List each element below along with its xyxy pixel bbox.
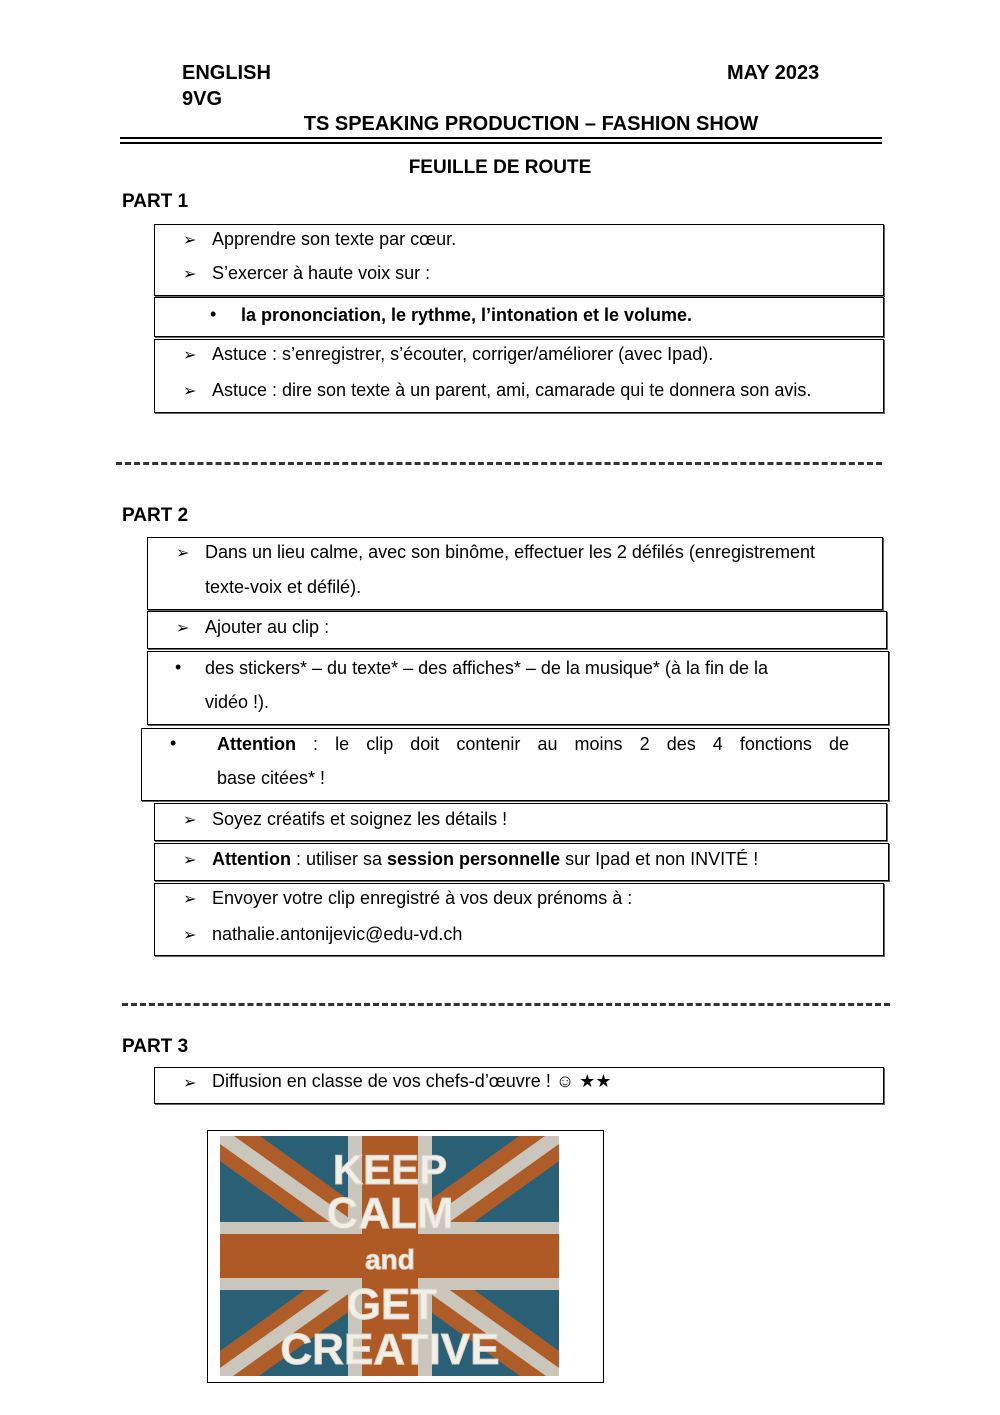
part2-item-email: nathalie.antonijevic@edu-vd.ch	[212, 924, 463, 944]
page-subtitle: FEUILLE DE ROUTE	[408, 157, 592, 178]
arrow-bullet-icon: ➢	[183, 852, 197, 869]
part2-item-attention1-line1	[217, 733, 849, 755]
arrow-bullet-icon: ➢	[183, 266, 197, 283]
class-label: 9VG	[182, 88, 223, 110]
part1-item-practice: S’exercer à haute voix sur :	[212, 263, 431, 283]
dot-bullet-icon: •	[210, 304, 217, 324]
part3-item-diffusion: Diffusion en classe de vos chefs-d’œuvre ! ☺ ★★	[212, 1071, 612, 1091]
attention2-mid: : utiliser sa	[290, 849, 388, 869]
part1-item-learn: Apprendre son texte par cœur.	[212, 229, 457, 249]
attention1-bold: Attention	[217, 734, 296, 754]
attention2-bold: Attention	[212, 849, 291, 869]
part1-item-pronunciation: la prononciation, le rythme, l’intonation et le volume.	[241, 305, 693, 325]
attention1-text: : le clip doit contenir au moins 2 des 4 fonctions de	[295, 734, 849, 754]
poster-text-calm: CALM	[326, 1189, 454, 1238]
section-divider	[116, 462, 882, 465]
dot-bullet-icon: •	[175, 657, 182, 677]
date-label: MAY 2023	[727, 62, 820, 84]
title-rule-bottom	[120, 142, 882, 144]
poster-text-keep: KEEP	[332, 1146, 448, 1193]
part2-item-defile-line1: Dans un lieu calme, avec son binôme, effectuer les 2 défilés (enregistrement	[205, 542, 815, 562]
part2-heading: PART 2	[122, 505, 189, 526]
arrow-bullet-icon: ➢	[183, 383, 197, 400]
arrow-bullet-icon: ➢	[183, 891, 197, 908]
page-title: TS SPEAKING PRODUCTION – FASHION SHOW	[303, 113, 759, 135]
poster-text-get: GET	[346, 1280, 438, 1329]
part1-heading: PART 1	[122, 191, 189, 212]
part2-item-stickers-line1: des stickers* – du texte* – des affiches* – de la musique* (à la fin de la	[205, 658, 768, 678]
part2-item-attention2	[212, 848, 758, 870]
part3-heading: PART 3	[122, 1036, 189, 1057]
arrow-bullet-icon: ➢	[183, 1075, 197, 1092]
title-rule-top	[120, 137, 882, 139]
part2-item-ajouter: Ajouter au clip :	[205, 617, 330, 637]
keep-calm-poster-image	[220, 1136, 559, 1376]
poster-text-and: and	[365, 1244, 415, 1275]
poster-frame	[207, 1130, 604, 1383]
part2-item-creatifs: Soyez créatifs et soignez les détails !	[212, 809, 508, 829]
poster-text-creative: CREATIVE	[280, 1325, 500, 1374]
section-divider	[122, 1003, 890, 1006]
arrow-bullet-icon: ➢	[183, 927, 197, 944]
attention2-end: sur Ipad et non INVITÉ !	[560, 849, 759, 869]
subject-label: ENGLISH	[182, 62, 271, 84]
dot-bullet-icon: •	[170, 733, 177, 753]
part2-item-stickers-line2: vidéo !).	[205, 692, 270, 712]
arrow-bullet-icon: ➢	[176, 620, 190, 637]
part1-item-tip-record: Astuce : s’enregistrer, s’écouter, corriger/améliorer (avec Ipad).	[212, 344, 714, 364]
arrow-bullet-icon: ➢	[183, 812, 197, 829]
part2-item-attention1-line2: base citées* !	[217, 768, 326, 788]
part1-item-tip-parent: Astuce : dire son texte à un parent, ami, camarade qui te donnera son avis.	[212, 380, 812, 400]
arrow-bullet-icon: ➢	[183, 232, 197, 249]
attention2-session: session personnelle	[387, 849, 561, 869]
arrow-bullet-icon: ➢	[183, 347, 197, 364]
arrow-bullet-icon: ➢	[176, 545, 190, 562]
part2-item-envoyer: Envoyer votre clip enregistré à vos deux prénoms à :	[212, 888, 633, 908]
part2-item-defile-line2: texte-voix et défilé).	[205, 577, 362, 597]
